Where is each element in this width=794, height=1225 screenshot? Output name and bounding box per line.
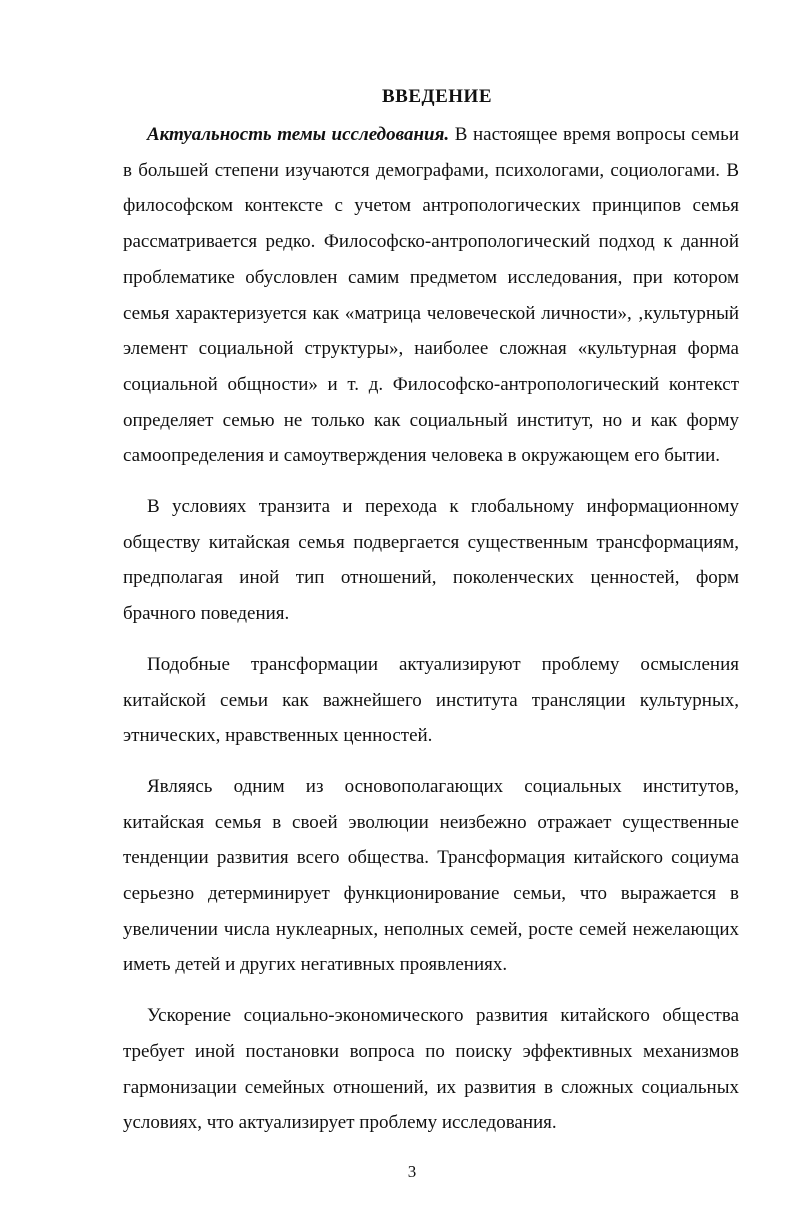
paragraph-1	[123, 117, 739, 474]
paragraph-5: Ускорение социально-экономического развития китайского общества требует иной постановки вопроса по поиску эффективных механизмов гармонизации семейных отношений, их развития в сложных социальных условиях, что актуализирует проблему исследования.	[123, 1005, 739, 1134]
page-number: 3	[407, 1162, 417, 1181]
section-heading: ВВЕДЕНИЕ	[382, 86, 492, 107]
paragraph-1-lead: Актуальность темы исследования.	[147, 124, 450, 145]
paragraph-3: Подобные трансформации актуализируют проблему осмысления китайской семьи как важнейшего института трансляции культурных, этнических, нравственных ценностей.	[123, 653, 739, 747]
paragraph-4: Являясь одним из основополагающих социальных институтов, китайская семья в своей эволюции неизбежно отражает существенные тенденции развития всего общества. Трансформация китайского социума серьезно детерминирует функционирование семьи, что выражается в увеличении числа нуклеарных, неполных семей, росте семей нежелающих иметь детей и других негативных проявлениях.	[123, 775, 739, 976]
paragraph-1-text: В настоящее время вопросы семьи в большей степени изучаются демографами, психологами, социологами. В философском контексте с учетом антропологических принципов семья рассматривается редко. Философско-антропологический подход к данной проблематике обусловлен самим предметом исследования, при котором семья характеризуется как «матрица человеческой личности», ‚культурный элемент социальной структуры», наиболее сложная «культурная форма социальной общности» и т. д. Философско-антропологический контекст определяет семью не только как социальный институт, но и как форму самоопределения и самоутверждения человека в окружающем его бытии.	[123, 124, 740, 467]
body-text	[123, 117, 740, 1141]
paragraph-2: В условиях транзита и перехода к глобальному информационному обществу китайская семья подвергается существенным трансформациям, предполагая иной тип отношений, поколенческих ценностей, форм брачного поведения.	[123, 496, 739, 625]
